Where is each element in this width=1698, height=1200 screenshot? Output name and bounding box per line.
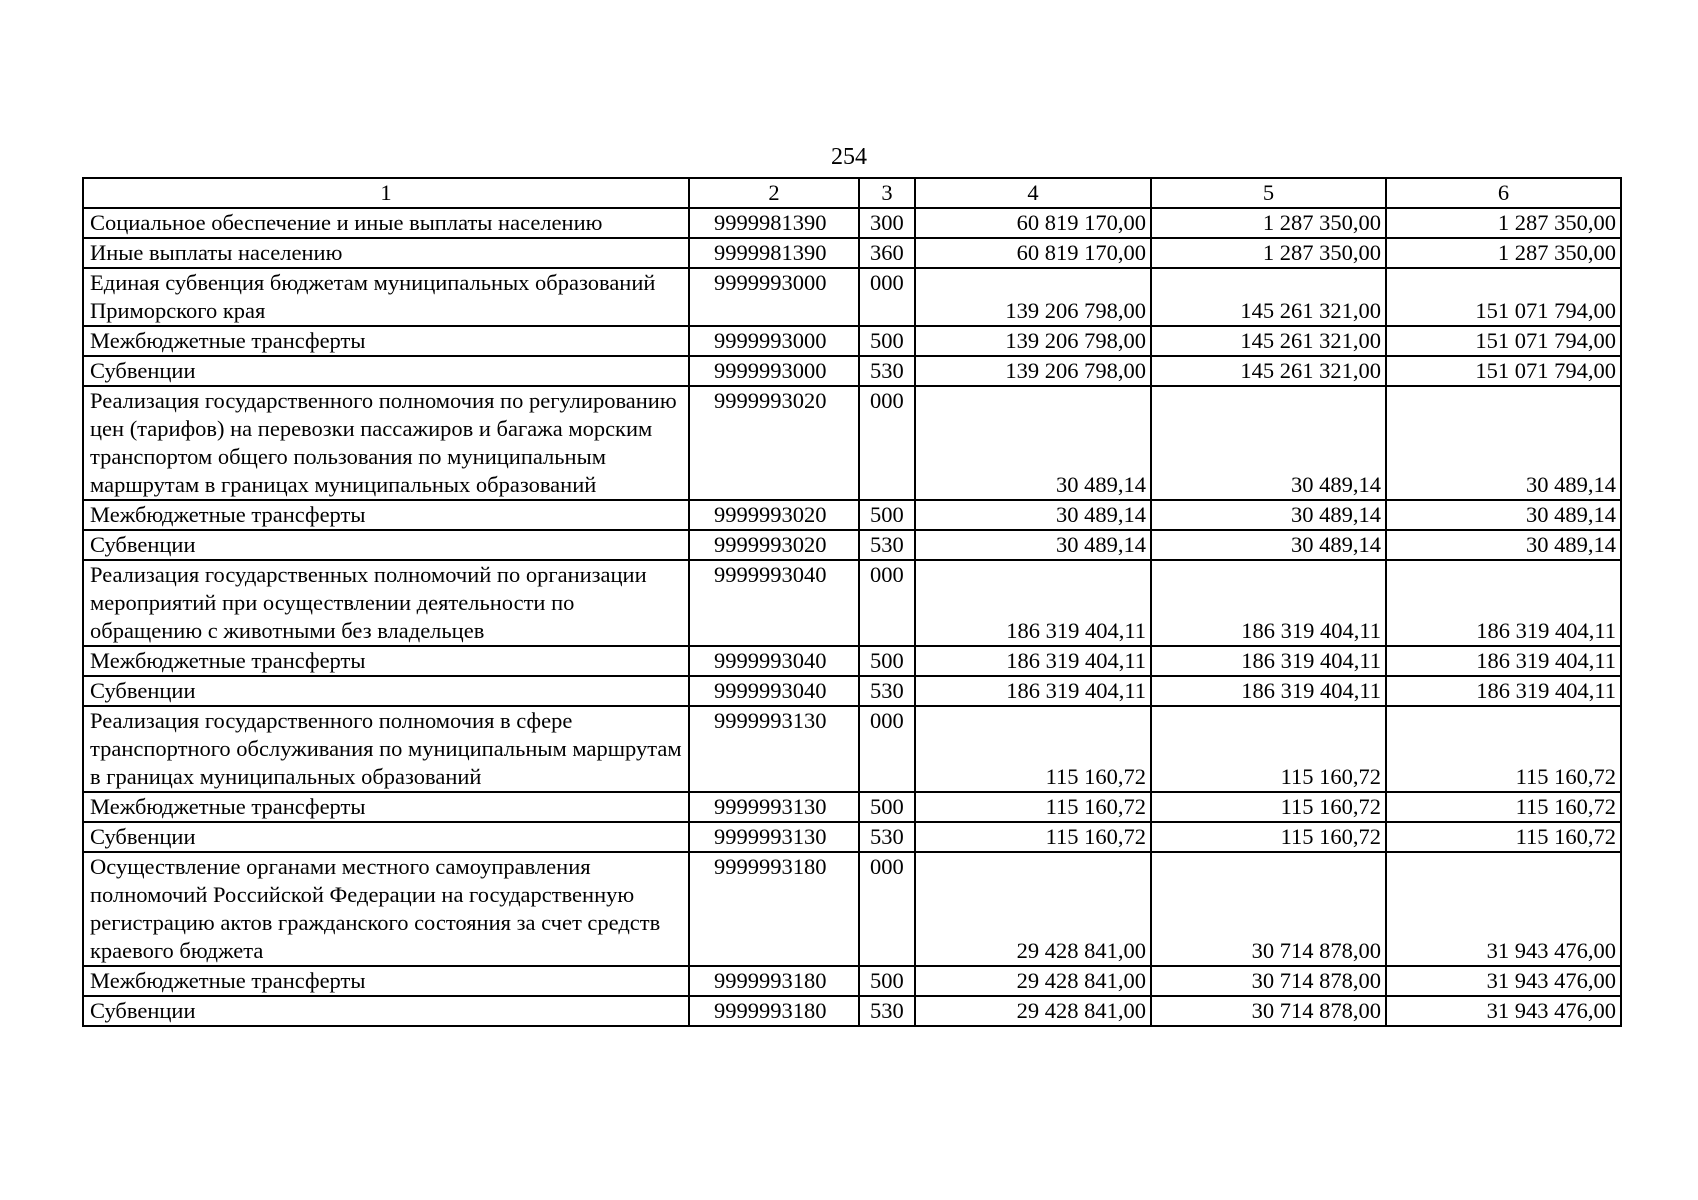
row-type-cell: 530	[859, 996, 915, 1026]
row-name-cell: Реализация государственного полномочия в сфере транспортного обслуживания по муниципальным маршрутам в границах муниципальных образований	[83, 706, 689, 792]
row-value-col4-cell: 186 319 404,11	[915, 676, 1151, 706]
row-code-cell: 9999981390	[689, 238, 859, 268]
row-value-col4-cell: 115 160,72	[915, 792, 1151, 822]
row-type-cell: 000	[859, 852, 915, 966]
row-type-cell: 500	[859, 966, 915, 996]
table-row	[83, 996, 1621, 1026]
row-code-cell: 9999993180	[689, 996, 859, 1026]
row-value-col4-cell: 60 819 170,00	[915, 208, 1151, 238]
row-value-col4-cell: 30 489,14	[915, 500, 1151, 530]
row-value-col6-cell: 31 943 476,00	[1386, 966, 1621, 996]
table-row	[83, 706, 1621, 792]
header-cell: 1	[83, 178, 689, 208]
row-name-cell: Реализация государственного полномочия по регулированию цен (тарифов) на перевозки пассажиров и багажа морским транспортом общего пользования по муниципальным маршрутам в границах муниципальных образований	[83, 386, 689, 500]
row-value-col6-cell: 186 319 404,11	[1386, 676, 1621, 706]
row-name-cell: Единая субвенция бюджетам муниципальных образований Приморского края	[83, 268, 689, 326]
row-name-cell: Субвенции	[83, 822, 689, 852]
row-value-col6-cell: 31 943 476,00	[1386, 852, 1621, 966]
row-value-col5-cell: 186 319 404,11	[1151, 560, 1386, 646]
row-value-col5-cell: 1 287 350,00	[1151, 238, 1386, 268]
row-type-cell: 300	[859, 208, 915, 238]
row-type-cell: 000	[859, 560, 915, 646]
row-value-col5-cell: 30 489,14	[1151, 530, 1386, 560]
row-code-cell: 9999993180	[689, 966, 859, 996]
table-row	[83, 676, 1621, 706]
table-row	[83, 530, 1621, 560]
table-body	[83, 178, 1621, 1026]
row-value-col6-cell: 115 160,72	[1386, 822, 1621, 852]
header-cell: 5	[1151, 178, 1386, 208]
row-value-col6-cell: 115 160,72	[1386, 706, 1621, 792]
budget-table	[82, 177, 1622, 1027]
row-value-col5-cell: 30 714 878,00	[1151, 996, 1386, 1026]
row-type-cell: 530	[859, 676, 915, 706]
row-value-col6-cell: 151 071 794,00	[1386, 268, 1621, 326]
row-type-cell: 500	[859, 792, 915, 822]
row-value-col6-cell: 31 943 476,00	[1386, 996, 1621, 1026]
row-value-col4-cell: 139 206 798,00	[915, 356, 1151, 386]
row-name-cell: Реализация государственных полномочий по организации мероприятий при осуществлении деятельности по обращению с животными без владельцев	[83, 560, 689, 646]
row-value-col5-cell: 145 261 321,00	[1151, 268, 1386, 326]
row-type-cell: 000	[859, 386, 915, 500]
table-header-row	[83, 178, 1621, 208]
table-row	[83, 966, 1621, 996]
row-value-col6-cell: 30 489,14	[1386, 500, 1621, 530]
row-name-cell: Межбюджетные трансферты	[83, 326, 689, 356]
row-code-cell: 9999993130	[689, 706, 859, 792]
table-row	[83, 852, 1621, 966]
row-value-col5-cell: 30 714 878,00	[1151, 966, 1386, 996]
row-name-cell: Межбюджетные трансферты	[83, 646, 689, 676]
row-value-col6-cell: 115 160,72	[1386, 792, 1621, 822]
row-name-cell: Субвенции	[83, 530, 689, 560]
row-type-cell: 530	[859, 356, 915, 386]
row-name-cell: Межбюджетные трансферты	[83, 500, 689, 530]
row-value-col4-cell: 115 160,72	[915, 706, 1151, 792]
row-type-cell: 530	[859, 530, 915, 560]
row-value-col5-cell: 186 319 404,11	[1151, 676, 1386, 706]
row-type-cell: 530	[859, 822, 915, 852]
header-cell: 6	[1386, 178, 1621, 208]
row-value-col4-cell: 60 819 170,00	[915, 238, 1151, 268]
row-code-cell: 9999993040	[689, 676, 859, 706]
row-value-col5-cell: 145 261 321,00	[1151, 356, 1386, 386]
row-value-col5-cell: 145 261 321,00	[1151, 326, 1386, 356]
row-value-col5-cell: 115 160,72	[1151, 792, 1386, 822]
row-code-cell: 9999993130	[689, 822, 859, 852]
row-name-cell: Субвенции	[83, 676, 689, 706]
row-type-cell: 000	[859, 268, 915, 326]
row-code-cell: 9999993000	[689, 356, 859, 386]
row-name-cell: Иные выплаты населению	[83, 238, 689, 268]
row-value-col5-cell: 186 319 404,11	[1151, 646, 1386, 676]
row-name-cell: Субвенции	[83, 996, 689, 1026]
row-code-cell: 9999993040	[689, 560, 859, 646]
row-name-cell: Межбюджетные трансферты	[83, 966, 689, 996]
row-value-col5-cell: 30 489,14	[1151, 500, 1386, 530]
row-name-cell: Субвенции	[83, 356, 689, 386]
row-value-col5-cell: 115 160,72	[1151, 822, 1386, 852]
row-code-cell: 9999993020	[689, 500, 859, 530]
row-type-cell: 500	[859, 646, 915, 676]
row-name-cell: Осуществление органами местного самоуправления полномочий Российской Федерации на государственную регистрацию актов гражданского состояния за счет средств краевого бюджета	[83, 852, 689, 966]
table-row	[83, 356, 1621, 386]
row-name-cell: Социальное обеспечение и иные выплаты населению	[83, 208, 689, 238]
table-row	[83, 386, 1621, 500]
table-row	[83, 238, 1621, 268]
row-code-cell: 9999993180	[689, 852, 859, 966]
row-value-col4-cell: 139 206 798,00	[915, 326, 1151, 356]
row-value-col4-cell: 29 428 841,00	[915, 852, 1151, 966]
header-cell: 3	[859, 178, 915, 208]
table-row	[83, 822, 1621, 852]
row-value-col4-cell: 30 489,14	[915, 530, 1151, 560]
row-value-col6-cell: 30 489,14	[1386, 386, 1621, 500]
row-code-cell: 9999993020	[689, 386, 859, 500]
row-type-cell: 360	[859, 238, 915, 268]
row-value-col5-cell: 115 160,72	[1151, 706, 1386, 792]
row-value-col6-cell: 186 319 404,11	[1386, 646, 1621, 676]
row-code-cell: 9999993000	[689, 268, 859, 326]
row-value-col4-cell: 186 319 404,11	[915, 560, 1151, 646]
row-value-col6-cell: 151 071 794,00	[1386, 326, 1621, 356]
table-row	[83, 646, 1621, 676]
row-value-col5-cell: 30 714 878,00	[1151, 852, 1386, 966]
row-value-col4-cell: 29 428 841,00	[915, 966, 1151, 996]
row-value-col4-cell: 29 428 841,00	[915, 996, 1151, 1026]
row-type-cell: 500	[859, 326, 915, 356]
row-type-cell: 500	[859, 500, 915, 530]
row-value-col6-cell: 30 489,14	[1386, 530, 1621, 560]
row-value-col4-cell: 30 489,14	[915, 386, 1151, 500]
table-row	[83, 500, 1621, 530]
header-cell: 4	[915, 178, 1151, 208]
table-row	[83, 268, 1621, 326]
row-value-col6-cell: 186 319 404,11	[1386, 560, 1621, 646]
row-value-col6-cell: 1 287 350,00	[1386, 208, 1621, 238]
row-value-col5-cell: 30 489,14	[1151, 386, 1386, 500]
row-code-cell: 9999993040	[689, 646, 859, 676]
row-code-cell: 9999993130	[689, 792, 859, 822]
table-row	[83, 208, 1621, 238]
table-row	[83, 326, 1621, 356]
table-row	[83, 560, 1621, 646]
page-number: 254	[831, 144, 867, 170]
row-type-cell: 000	[859, 706, 915, 792]
row-value-col5-cell: 1 287 350,00	[1151, 208, 1386, 238]
table-row	[83, 792, 1621, 822]
header-cell: 2	[689, 178, 859, 208]
row-value-col6-cell: 1 287 350,00	[1386, 238, 1621, 268]
row-code-cell: 9999981390	[689, 208, 859, 238]
row-value-col4-cell: 139 206 798,00	[915, 268, 1151, 326]
row-code-cell: 9999993020	[689, 530, 859, 560]
row-code-cell: 9999993000	[689, 326, 859, 356]
row-value-col4-cell: 115 160,72	[915, 822, 1151, 852]
row-name-cell: Межбюджетные трансферты	[83, 792, 689, 822]
row-value-col4-cell: 186 319 404,11	[915, 646, 1151, 676]
row-value-col6-cell: 151 071 794,00	[1386, 356, 1621, 386]
